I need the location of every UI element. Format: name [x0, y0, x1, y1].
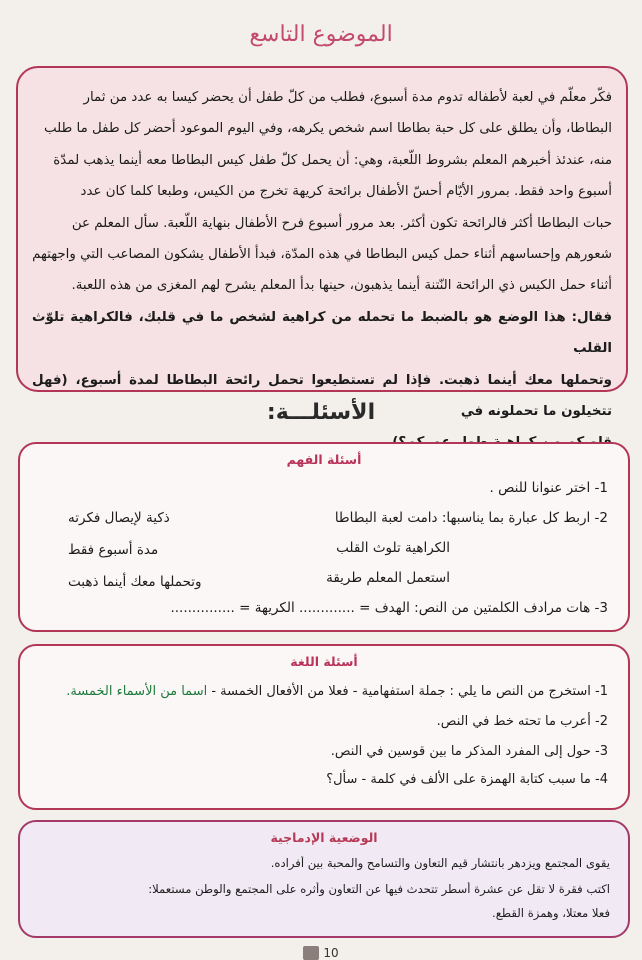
text-line: شعورهم وإحساسهم أثناء حمل كيس البطاطا في هذه المدّة، فبدأ الأطفال يشكون المصاعب التي واجهتهم: [32, 247, 612, 263]
question-2: 2- اربط كل عبارة بما يناسبها: دامت لعبة البطاطا: [334, 510, 608, 526]
integration-line: اكتب فقرة لا تقل عن عشرة أسطر تتحدث فيها عن التعاون وأثره على المجتمع والوطن مستعملا:: [148, 882, 610, 896]
comprehension-section: [18, 442, 630, 632]
match-phrase: استعمل المعلم طريقة: [326, 570, 450, 586]
questions-heading: الأسئلـــة:: [266, 400, 376, 425]
question-3: 3- هات مرادف الكلمتين من النص: الهدف = ............. الكريهة = ...............: [170, 600, 608, 616]
language-title: أسئلة اللغة: [290, 654, 358, 669]
text-line: فكّر معلّم في لعبة لأطفاله تدوم مدة أسبوع، فطلب من كلّ طفل أن يحضر كيسا به عدد من ثمار: [83, 90, 612, 105]
text-line: أسبوع واحد فقط. بمرور الأيّام أحسّ الأطفال برائحة كريهة تخرج من الكيس، وطبعا كلما كان عدد: [80, 184, 612, 200]
text-line: البطاطا، وأن يطلق على كل حبة بطاطا اسم شخص يكرهه، وفي اليوم الموعود أحضر كل طفل ما طلب: [44, 121, 612, 137]
page-title: الموضوع التاسع: [249, 22, 393, 47]
integration-line: فعلا معتلا، وهمزة القطع.: [492, 906, 610, 920]
language-question-2: 2- أعرب ما تحته خط في النص.: [436, 714, 608, 729]
language-section: [18, 644, 630, 810]
language-question-1: [66, 684, 608, 699]
match-phrase: الكراهية تلوث القلب: [336, 540, 450, 556]
text-line: أثناء حمل الكيس ذي الرائحة النّتنة أينما يذهبون، حينها بدأ المعلم يشرح لهم المغزى من هذه اللعبة.: [71, 278, 612, 294]
language-question-4: 4- ما سبب كتابة الهمزة على الألف في كلمة - سأل؟: [326, 772, 608, 787]
comprehension-title: أسئلة الفهم: [286, 452, 362, 467]
question-1: 1- اختر عنوانا للنص .: [489, 480, 608, 496]
text-line: وتحملها معك أينما ذهبت. فإذا لم تستطيعوا تحمل رائحة البطاطا لمدة أسبوع، (فهل تتخيلون ما تحملونه في: [32, 372, 612, 420]
highlighted-text: اسما من الأسماء الخمسة.: [66, 684, 208, 699]
page-number-value: 10: [323, 945, 339, 960]
text-line: حبات البطاطا أكثر فالرائحة تكون أكثر. بعد مرور أسبوع فرح الأطفال بنهاية اللّعبة. سأل المعلم عن: [71, 215, 612, 231]
match-option: وتحملها معك أينما ذهبت: [68, 574, 202, 590]
integration-title: الوضعية الإدماجية: [270, 830, 378, 845]
match-option: مدة أسبوع فقط: [68, 542, 159, 558]
page-badge-icon: [303, 946, 319, 960]
integration-line: يقوى المجتمع ويزدهر بانتشار قيم التعاون والتسامح والمحبة بين أفراده.: [270, 856, 610, 870]
integration-section: [18, 820, 630, 938]
language-question-3: 3- حول إلى المفرد المذكر ما بين قوسين في النص.: [330, 744, 608, 759]
text-line: منه، عندئذ أخبرهم المعلم بشروط اللّعبة، وهي: أن يحمل كلّ طفل كيس البطاطا معه أينما يذهب لمدّة: [53, 152, 612, 168]
page-number: [0, 946, 642, 960]
text-line: فقال: هذا الوضع هو بالضبط ما تحمله من كراهية لشخص ما في قلبك، فالكراهية تلوّث القلب: [32, 309, 612, 357]
question-text: 1- استخرج من النص ما يلي : جملة استفهامية - فعلا من الأفعال الخمسة -: [207, 684, 608, 699]
match-option: ذكية لإيصال فكرته: [68, 510, 170, 526]
